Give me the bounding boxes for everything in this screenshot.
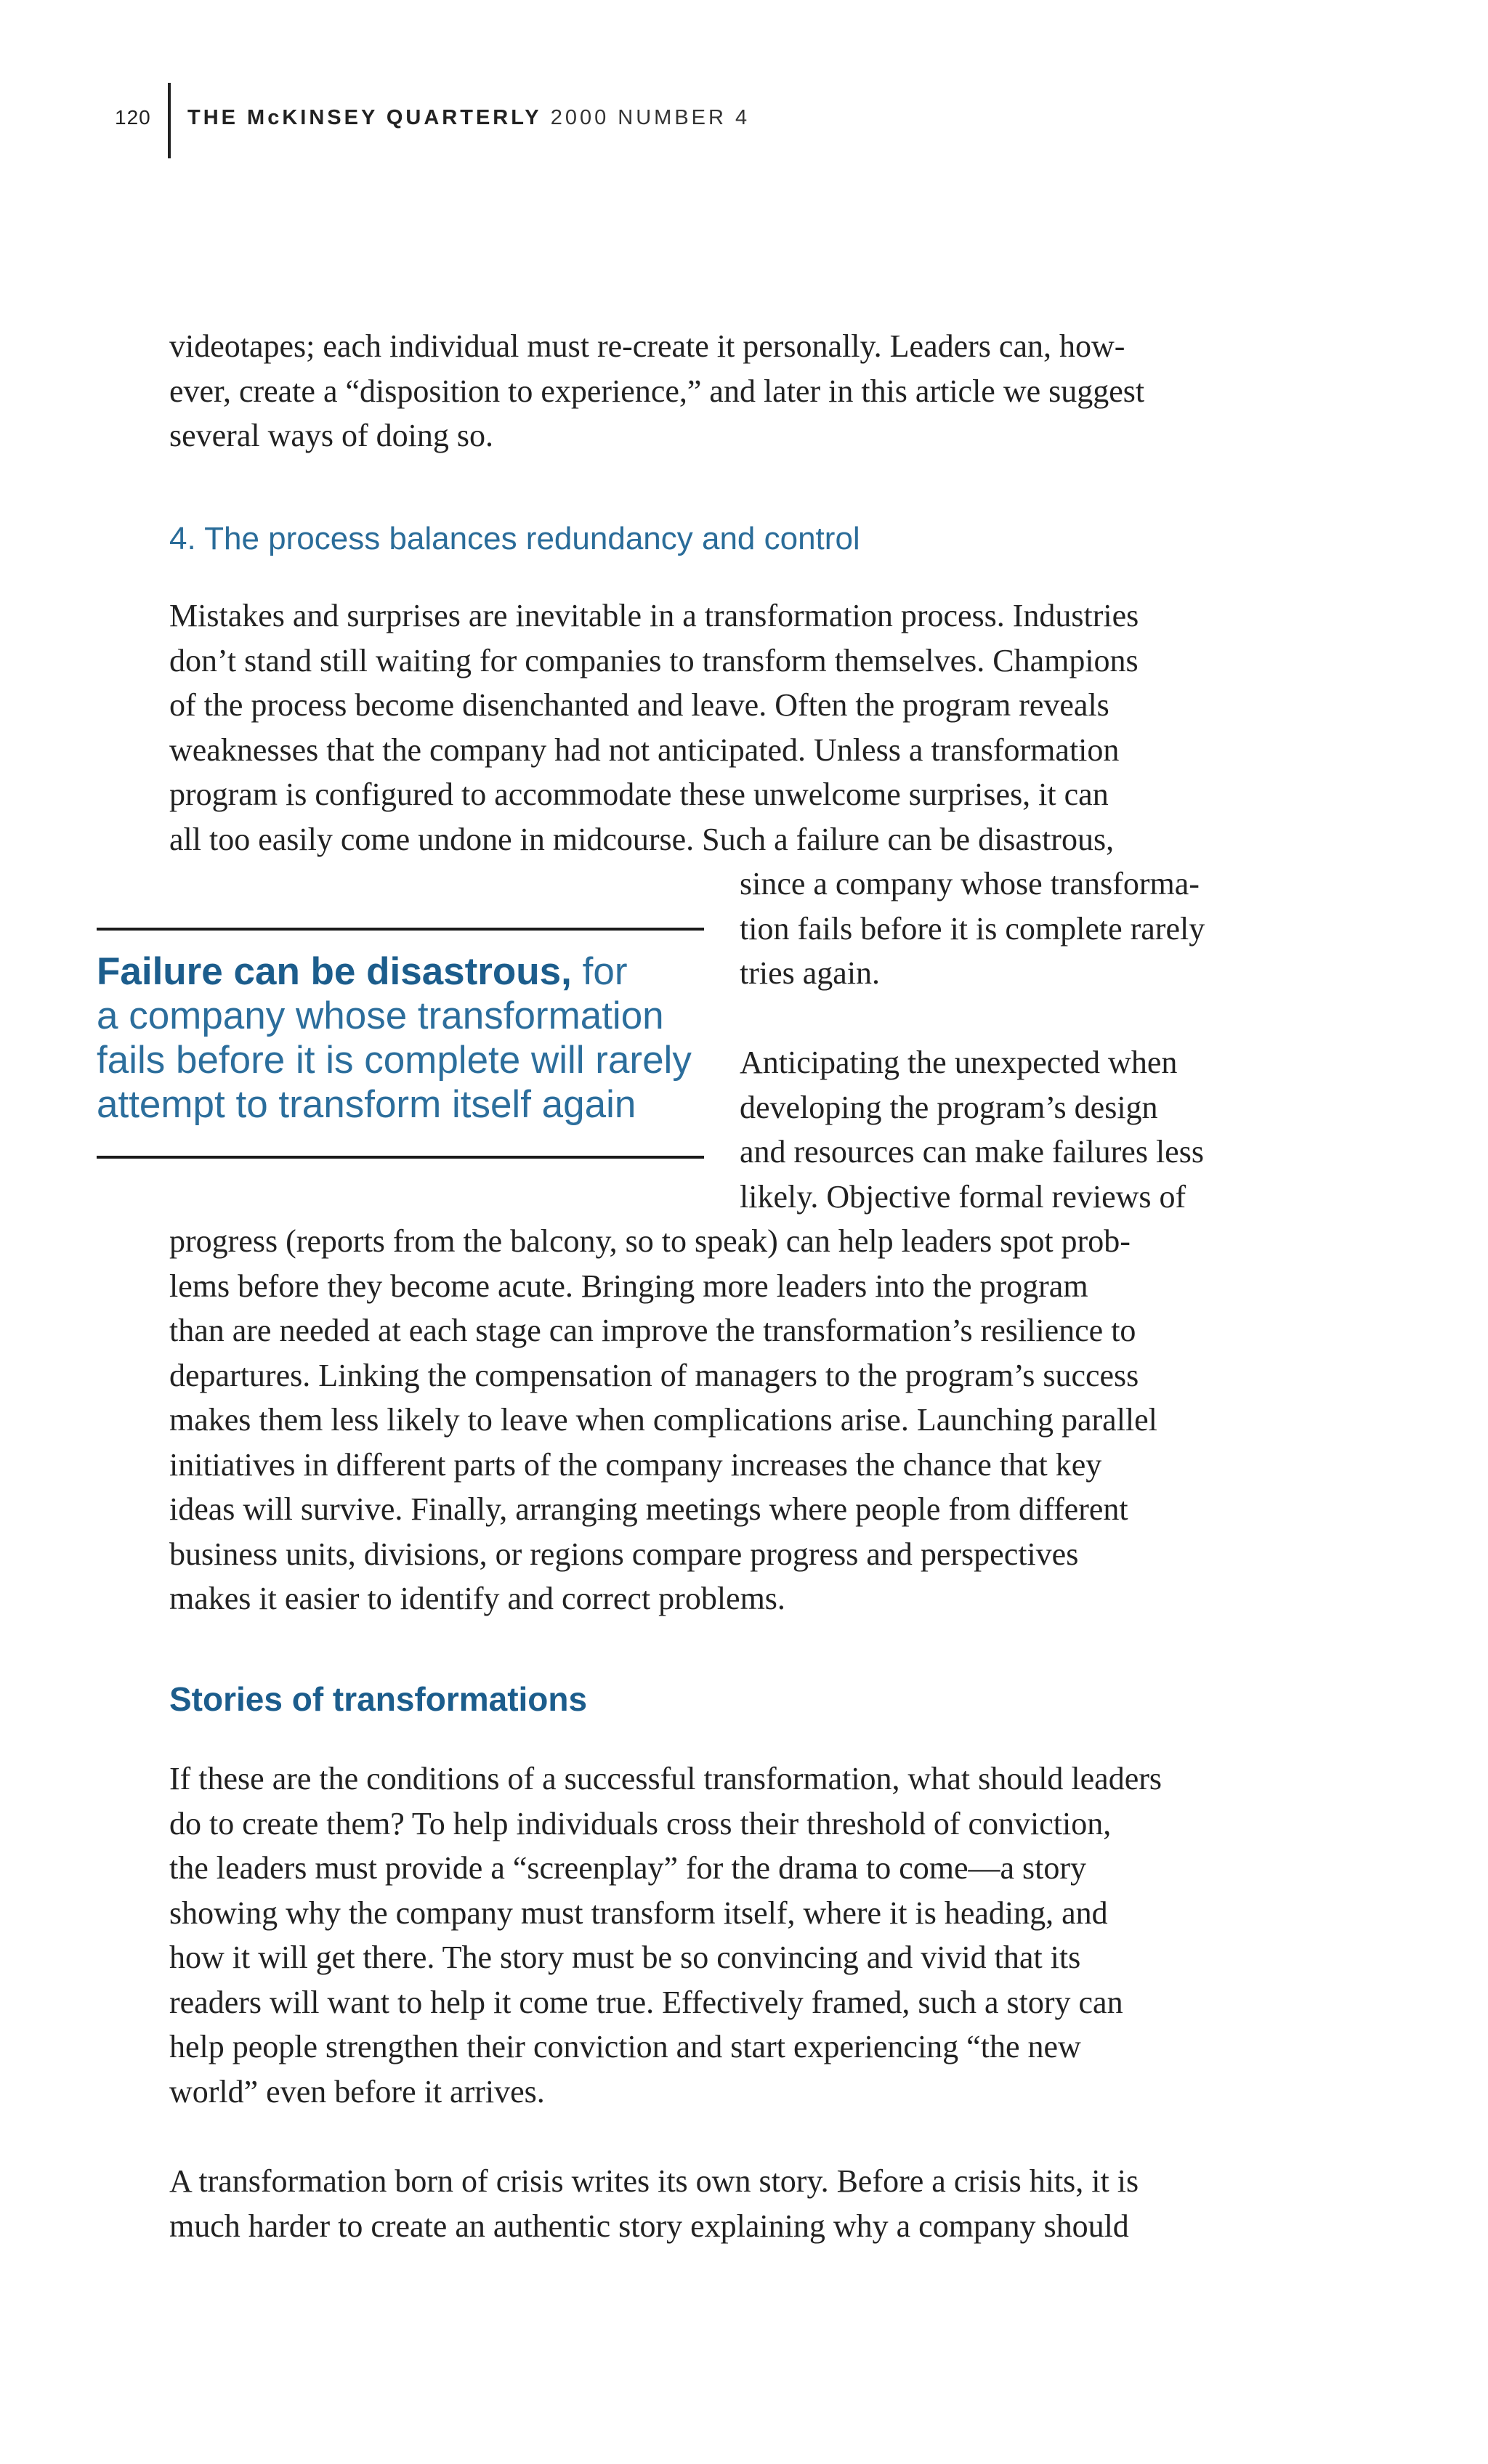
text-line: and resources can make failures less xyxy=(740,1134,1204,1170)
paragraph-3-narrow xyxy=(740,1040,1204,1219)
text-line: departures. Linking the compensation of managers to the program’s success xyxy=(169,1357,1139,1393)
text-line: developing the program’s design xyxy=(740,1089,1158,1125)
pull-quote-text xyxy=(97,949,704,1127)
text-line: Mistakes and surprises are inevitable in a transformation process. Industries xyxy=(169,598,1139,633)
text-line: tries again. xyxy=(740,955,881,991)
paragraph-2-narrow xyxy=(740,862,1205,996)
text-line: since a company whose transforma- xyxy=(740,866,1200,901)
running-head xyxy=(187,106,750,130)
text-line: world” even before it arrives. xyxy=(169,2073,545,2110)
text-line: If these are the conditions of a successful transformation, what should leaders xyxy=(169,1761,1162,1796)
text-line: showing why the company must transform itself, where it is heading, and xyxy=(169,1894,1108,1931)
pull-quote xyxy=(97,928,704,1159)
text-line: Anticipating the unexpected when xyxy=(740,1045,1178,1080)
text-line: do to create them? To help individuals cross their threshold of conviction, xyxy=(169,1805,1112,1841)
text-line: several ways of doing so. xyxy=(169,418,494,453)
text-line: tion fails before it is complete rarely xyxy=(740,910,1205,947)
pull-quote-top-rule xyxy=(97,928,704,931)
text-line: don’t stand still waiting for companies to transform themselves. Champions xyxy=(169,642,1139,678)
pull-quote-lead: Failure can be disastrous, xyxy=(97,950,572,993)
journal-title: THE McKINSEY QUARTERLY xyxy=(187,106,542,129)
pull-quote-line-2: a company whose transformation xyxy=(97,994,664,1037)
issue-label: 2000 NUMBER 4 xyxy=(550,106,751,129)
text-line: makes them less likely to leave when complications arise. Launching parallel xyxy=(169,1402,1157,1438)
paragraph-2 xyxy=(169,593,1139,862)
text-line: than are needed at each stage can improve the transformation’s resilience to xyxy=(169,1313,1136,1348)
pull-quote-line-4: attempt to transform itself again xyxy=(97,1083,636,1126)
text-line: ideas will survive. Finally, arranging meetings where people from different xyxy=(169,1491,1128,1527)
section-heading-stories: Stories of transformations xyxy=(169,1680,588,1718)
text-line: videotapes; each individual must re-create it personally. Leaders can, how- xyxy=(169,328,1125,364)
text-line: A transformation born of crisis writes its own story. Before a crisis hits, it is xyxy=(169,2163,1139,2199)
text-line: makes it easier to identify and correct problems. xyxy=(169,1581,785,1616)
pull-quote-bottom-rule xyxy=(97,1156,704,1159)
text-line: all too easily come undone in midcourse. Such a failure can be disastrous, xyxy=(169,821,1115,857)
text-line: lems before they become acute. Bringing more leaders into the program xyxy=(169,1268,1088,1304)
header-divider xyxy=(168,83,171,158)
pull-quote-line-1: for xyxy=(571,950,628,993)
paragraph-3 xyxy=(169,1219,1157,1621)
text-line: much harder to create an authentic story explaining why a company should xyxy=(169,2208,1129,2244)
text-line: ever, create a “disposition to experience,” and later in this article we suggest xyxy=(169,373,1145,409)
text-line: initiatives in different parts of the company increases the chance that key xyxy=(169,1446,1102,1483)
paragraph-4 xyxy=(169,1756,1162,2114)
pull-quote-line-3: fails before it is complete will rarely xyxy=(97,1039,692,1082)
text-line: how it will get there. The story must be so convincing and vivid that its xyxy=(169,1940,1081,1975)
paragraph-5 xyxy=(169,2159,1139,2248)
text-line: progress (reports from the balcony, so to speak) can help leaders spot prob- xyxy=(169,1223,1131,1259)
text-line: likely. Objective formal reviews of xyxy=(740,1178,1186,1215)
paragraph-1 xyxy=(169,324,1144,458)
section-heading-4: 4. The process balances redundancy and control xyxy=(169,521,860,556)
text-line: program is configured to accommodate these unwelcome surprises, it can xyxy=(169,777,1109,812)
page-number: 120 xyxy=(115,106,151,129)
text-line: help people strengthen their conviction and start experiencing “the new xyxy=(169,2029,1081,2064)
text-line: business units, divisions, or regions compare progress and perspectives xyxy=(169,1536,1079,1572)
text-line: weaknesses that the company had not anticipated. Unless a transformation xyxy=(169,732,1120,768)
text-line: of the process become disenchanted and leave. Often the program reveals xyxy=(169,687,1109,723)
text-line: the leaders must provide a “screenplay” for the drama to come—a story xyxy=(169,1850,1087,1886)
text-line: readers will want to help it come true. Effectively framed, such a story can xyxy=(169,1984,1123,2020)
